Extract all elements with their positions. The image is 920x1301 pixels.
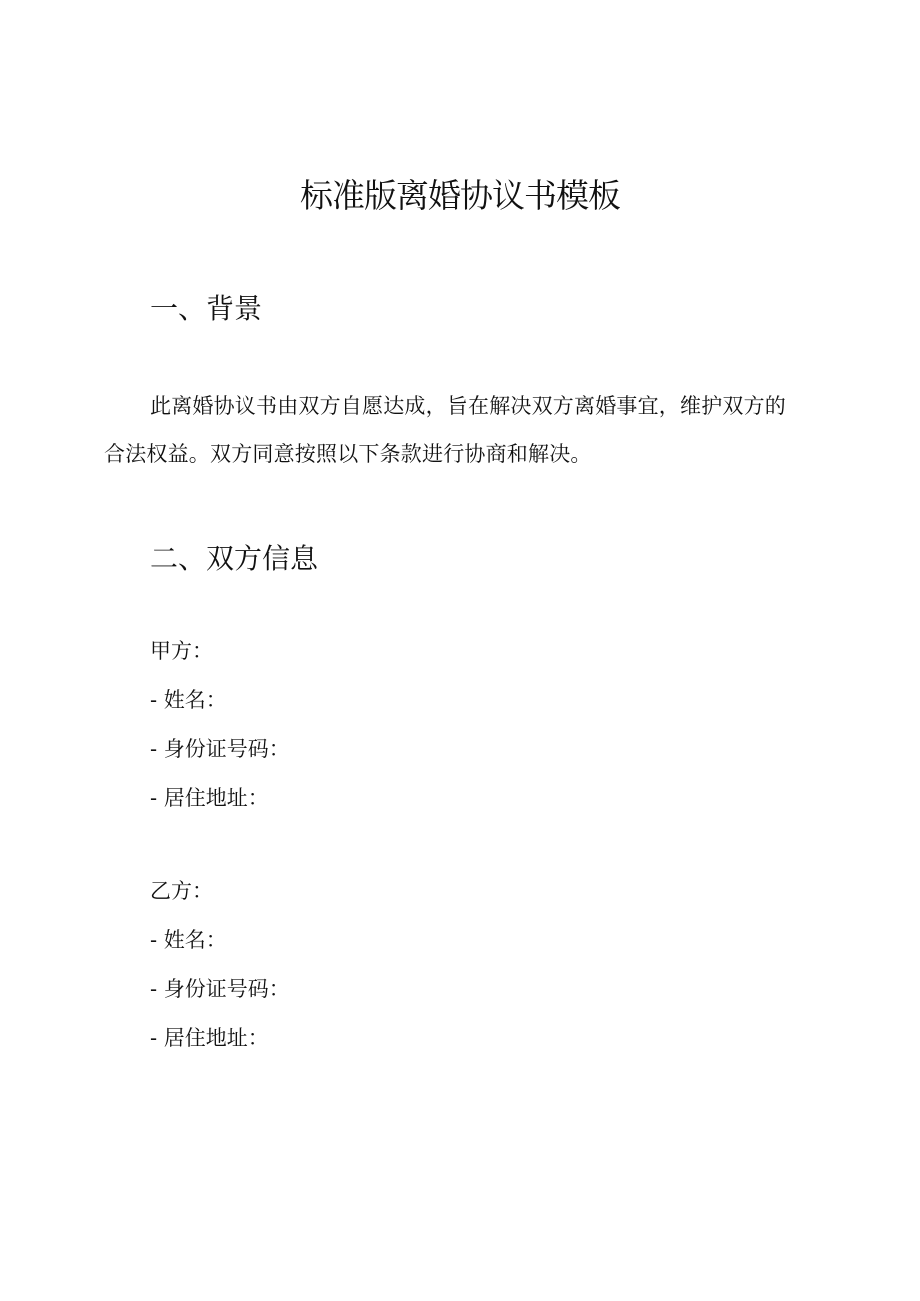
party-b-name-field: - 姓名：	[150, 928, 227, 952]
party-a-label: 甲方：	[150, 639, 213, 663]
party-b-info	[150, 867, 290, 1063]
party-a-name-field: - 姓名：	[150, 688, 227, 712]
party-a-info	[150, 627, 290, 823]
party-b-label: 乙方：	[150, 879, 213, 903]
party-b-address-field: - 居住地址：	[150, 1026, 269, 1050]
background-paragraph: 此离婚协议书由双方自愿达成，旨在解决双方离婚事宜，维护双方的合法权益。双方同意按照以下条款进行协商和解决。	[104, 394, 786, 466]
section-heading-background: 一、背景	[150, 292, 263, 325]
document-title: 标准版离婚协议书模板	[300, 176, 620, 215]
party-a-address-field: - 居住地址：	[150, 786, 269, 810]
section-heading-party-info: 二、双方信息	[150, 542, 319, 575]
party-a-id-field: - 身份证号码：	[150, 737, 290, 761]
party-b-id-field: - 身份证号码：	[150, 977, 290, 1001]
